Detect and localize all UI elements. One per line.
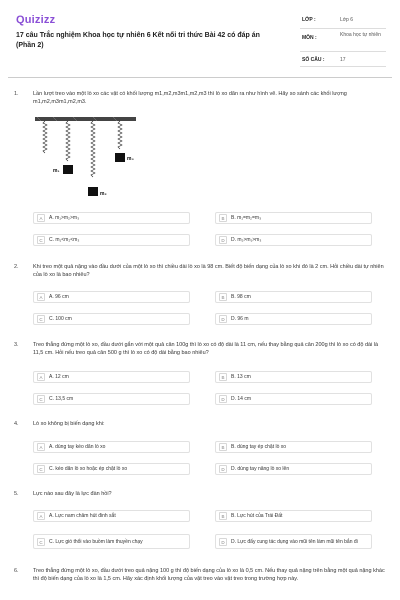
question-5-option-b[interactable] [215,510,372,522]
option-text: D. 14 cm [231,396,252,402]
question-2-option-c[interactable] [33,313,190,325]
option-letter: B [219,214,227,222]
meta-grade-value: Lớp 6 [340,17,354,23]
option-text: A. m₁>m₂>m₃ [49,215,80,221]
meta-count-label: SỐ CÂU : [302,57,325,63]
springs-figure [33,117,138,197]
mass-m3 [115,153,125,162]
question-1-text: Lần lượt treo vào một lò xo các vật có khối lượng m1,m2,m3m1,m2,m3 thì lò xo dãn ra như hình vẽ. Hãy so sánh các khối lượng m1,m2,m3m1,m2,m3. [33,91,347,105]
question-4-option-d[interactable] [215,463,372,475]
question-1-option-c[interactable] [33,234,190,246]
option-text: D. dùng tay nâng lò xo lên [231,466,290,472]
question-1-number: 1. [14,91,19,97]
quizizz-logo: Quizizz [16,14,56,26]
question-1-option-b[interactable] [215,212,372,224]
header-divider [8,77,392,78]
question-4-option-a[interactable] [33,441,190,453]
question-2-number: 2. [14,264,19,270]
option-text: B. m₁=m₂=m₃ [231,215,262,221]
option-text: A. Lực nam châm hút đinh sắt [49,513,116,519]
option-text: A. 96 cm [49,294,69,300]
mass-m1 [63,165,73,174]
option-text: C. 13,5 cm [49,396,74,402]
question-1-option-a[interactable] [33,212,190,224]
label-m1: m₁ [53,168,60,174]
option-letter: C [37,315,45,323]
question-3-number: 3. [14,342,19,348]
option-text: C. kéo dãn lò xo hoặc ép chặt lò xo [49,466,128,472]
option-letter: A [37,512,45,520]
question-3-option-a[interactable] [33,371,190,383]
option-letter: B [219,443,227,451]
question-2-text: Khi treo một quả nặng vào đầu dưới của một lò xo thì chiều dài lò xo là 98 cm. Biết độ biến dạng của lò xo khi đó là 2 cm. Hỏi chiều dài tự nhiên của lò xo là bao nhiêu? [33,264,384,278]
option-text: A. 12 cm [49,374,69,380]
question-4-text: Lò xo không bị biến dạng khi: [33,421,105,427]
option-text: B. dùng tay ép chặt lò xo [231,444,287,450]
option-letter: A [37,443,45,451]
question-2-option-d[interactable] [215,313,372,325]
option-letter: D [219,315,227,323]
meta-subject-value: Khoa học tự nhiên [340,32,381,38]
option-letter: B [219,293,227,301]
question-4-option-b[interactable] [215,441,372,453]
meta-grade [300,12,386,29]
question-5-option-a[interactable] [33,510,190,522]
meta-subject [300,29,386,52]
option-letter: C [37,538,45,546]
option-text: C. 100 cm [49,316,72,322]
option-text: A. dùng tay kéo dãn lò xo [49,444,106,450]
option-letter: A [37,373,45,381]
option-text: B. 13 cm [231,374,251,380]
option-letter: D [219,236,227,244]
option-letter: C [37,236,45,244]
question-5-option-c[interactable] [33,534,190,549]
option-letter: A [37,214,45,222]
question-5-option-d[interactable] [215,534,372,549]
question-6-number: 6. [14,568,19,574]
question-5-text: Lực nào sau đây là lực đàn hồi? [33,491,112,497]
question-5-number: 5. [14,491,19,497]
meta-subject-label: MÔN : [302,35,317,41]
question-6-text: Treo thẳng đứng một lò xo, đầu dưới treo quả nặng 100 g thì độ biến dạng của lò xo là 0,5 cm. Nếu thay quả nặng trên bằng một quả nặng khác thì độ biến dạng của lò xo là 1,5 cm. Hãy xác định khối lượng của vật treo vào vật treo trong trường hợp này. [33,568,385,582]
mass-m2 [88,187,98,196]
meta-panel [300,12,386,67]
option-text: C. Lực gió thổi vào buồm làm thuyền chạy [49,538,143,545]
meta-count [300,52,386,67]
option-letter: C [37,465,45,473]
question-3-option-d[interactable] [215,393,372,405]
option-text: D. m₂>m₁>m₃ [231,237,262,243]
question-3-option-c[interactable] [33,393,190,405]
meta-count-value: 17 [340,57,346,63]
option-text: D. Lực đẩy cung tác dụng vào mũi tên làm mũi tên bắn đi [231,538,358,545]
document-title: 17 câu Trắc nghiệm Khoa học tự nhiên 6 Kết nối tri thức Bài 42 có đáp án (Phần 2) [16,32,260,49]
option-letter: A [37,293,45,301]
question-1-option-d[interactable] [215,234,372,246]
question-2-option-b[interactable] [215,291,372,303]
option-letter: B [219,512,227,520]
label-m3: m₃ [127,156,134,162]
question-4-number: 4. [14,421,19,427]
option-text: B. 98 cm [231,294,251,300]
option-text: C. m₁<m₂<m₃ [49,237,80,243]
option-letter: C [37,395,45,403]
meta-grade-label: LỚP : [302,17,316,23]
option-text: B. Lực hút của Trái Đất [231,513,283,519]
option-text: D. 96 m [231,316,249,322]
option-letter: D [219,538,227,546]
question-2-option-a[interactable] [33,291,190,303]
option-letter: D [219,395,227,403]
option-letter: B [219,373,227,381]
question-3-text: Treo thẳng đứng một lò xo, đầu dưới gắn với một quả cân 100g thì lò xo có độ dài là 11 cm, nếu thay bằng quả cân 200g thì lò xo có độ dài là 11,5 cm. Hỏi nếu treo quả cân 500 g thì lò xo có độ dài bằng bao nhiêu? [33,342,379,356]
question-4-option-c[interactable] [33,463,190,475]
option-letter: D [219,465,227,473]
question-3-option-b[interactable] [215,371,372,383]
label-m2: m₂ [100,191,107,197]
